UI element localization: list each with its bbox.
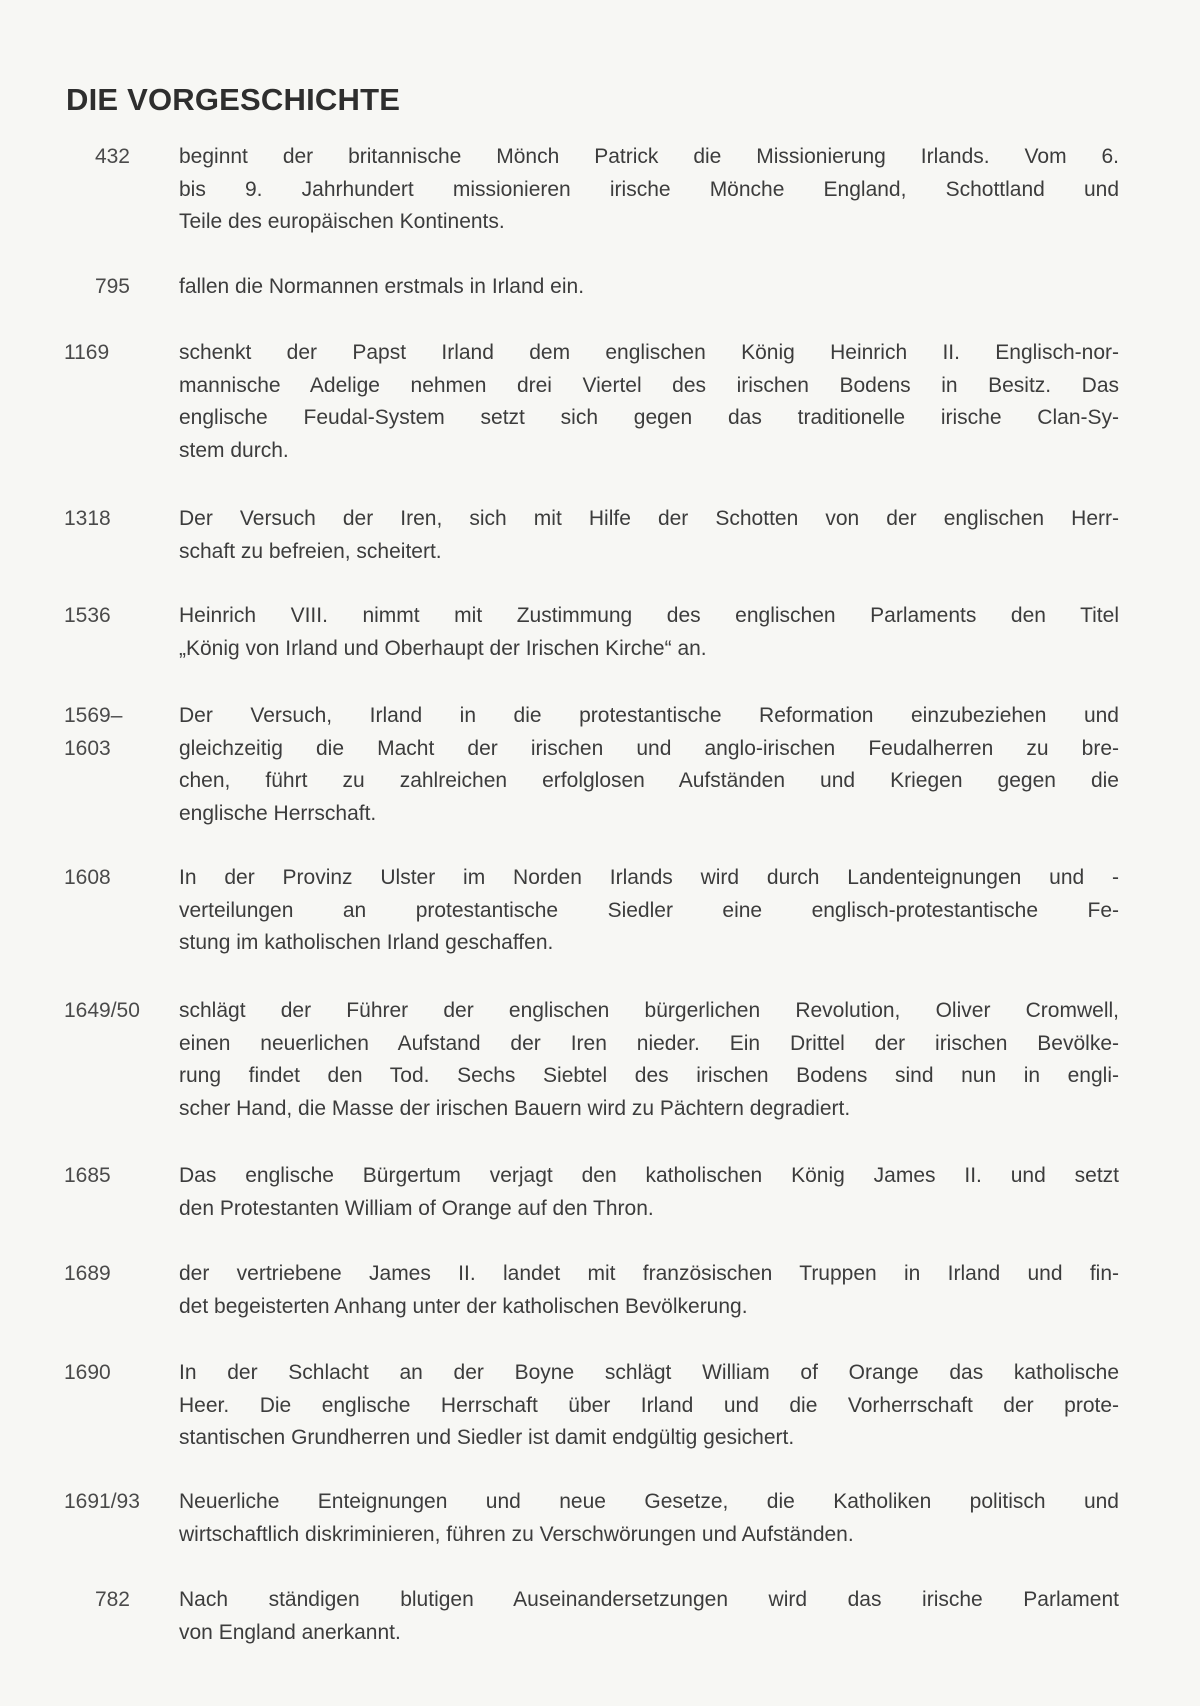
- entry-text-line: Heer. Die englische Herrschaft über Irland und die Vorherrschaft der prote-: [179, 1393, 1119, 1417]
- entry-text-line: chen, führt zu zahlreichen erfolglosen Aufständen und Kriegen gegen die: [179, 769, 1119, 792]
- entry-text: [179, 1357, 1119, 1455]
- entry-year: 1608: [64, 866, 111, 889]
- entry-text-line: schlägt der Führer der englischen bürgerlichen Revolution, Oliver Cromwell,: [179, 999, 1119, 1022]
- entry-year: 1536: [64, 604, 111, 627]
- page-title: DIE VORGESCHICHTE: [66, 82, 401, 117]
- entry-text: [179, 1584, 1119, 1649]
- entry-text-line: Nach ständigen blutigen Auseinandersetzungen wird das irische Parlament: [179, 1588, 1119, 1611]
- entry-text: [179, 141, 1119, 239]
- entry-text-line: stem durch.: [179, 438, 289, 462]
- entry-text: [179, 1486, 1119, 1551]
- entry-year: 1691/93: [64, 1490, 140, 1513]
- entry-text-line: In der Schlacht an der Boyne schlägt William of Orange das katholische: [179, 1361, 1119, 1384]
- entry-text: [179, 700, 1119, 830]
- entry-year: 1685: [64, 1164, 111, 1187]
- entry-text-line: englische Herrschaft.: [179, 801, 377, 825]
- entry-year: 1689: [64, 1262, 111, 1285]
- entry-year: 1649/50: [64, 999, 140, 1022]
- entry-text-line: In der Provinz Ulster im Norden Irlands wird durch Landenteignungen und -: [179, 866, 1119, 889]
- entry-year: 1318: [64, 507, 111, 530]
- entry-text-line: gleichzeitig die Macht der irischen und anglo-irischen Feudalherren zu bre-: [179, 736, 1119, 760]
- entry-text-line: verteilungen an protestantische Siedler eine englisch-protestantische Fe-: [179, 898, 1119, 922]
- entry-text-line: Der Versuch der Iren, sich mit Hilfe der Schotten von der englischen Herr-: [179, 507, 1119, 530]
- entry-year: 1169: [64, 341, 110, 364]
- entry-text-line: scher Hand, die Masse der irischen Bauern wird zu Pächtern degradiert.: [179, 1096, 851, 1120]
- entry-text-line: Neuerliche Enteignungen und neue Gesetze, die Katholiken politisch und: [179, 1490, 1119, 1513]
- entry-text-line: wirtschaftlich diskriminieren, führen zu Verschwörungen und Aufständen.: [179, 1522, 854, 1546]
- entry-text: [179, 503, 1119, 568]
- entry-text: [179, 271, 1119, 304]
- entry-text-line: det begeisterten Anhang unter der katholischen Bevölkerung.: [179, 1294, 748, 1318]
- entry-text-line: Der Versuch, Irland in die protestantische Reformation einzubeziehen und: [179, 704, 1119, 727]
- entry-text: [179, 1258, 1119, 1323]
- entry-text-line: Das englische Bürgertum verjagt den katholischen König James II. und setzt: [179, 1164, 1119, 1187]
- entry-text-line: fallen die Normannen erstmals in Irland ein.: [179, 275, 585, 298]
- entry-text-line: Teile des europäischen Kontinents.: [179, 210, 505, 233]
- entry-text-line: englische Feudal-System setzt sich gegen das traditionelle irische Clan-Sy-: [179, 406, 1119, 429]
- entry-year: 795: [94, 275, 130, 298]
- entry-text-line: der vertriebene James II. landet mit französischen Truppen in Irland und fin-: [179, 1262, 1119, 1285]
- entry-text: [179, 995, 1119, 1125]
- entry-text-line: „König von Irland und Oberhaupt der Irischen Kirche“ an.: [179, 636, 707, 660]
- entry-text-line: den Protestanten William of Orange auf den Thron.: [179, 1196, 654, 1220]
- entry-text-line: bis 9. Jahrhundert missionieren irische Mönche England, Schottland und: [179, 177, 1119, 201]
- entry-text: [179, 1160, 1119, 1225]
- entry-year: 782: [94, 1588, 130, 1611]
- entry-text: [179, 862, 1119, 960]
- entry-text-line: beginnt der britannische Mönch Patrick die Missionierung Irlands. Vom 6.: [179, 145, 1119, 168]
- entry-text-line: stung im katholischen Irland geschaffen.: [179, 931, 554, 954]
- entry-text-line: von England anerkannt.: [179, 1620, 401, 1644]
- entry-text: [179, 337, 1119, 467]
- entry-text: [179, 600, 1119, 665]
- entry-year: 1690: [64, 1361, 111, 1384]
- entry-text-line: einen neuerlichen Aufstand der Iren nieder. Ein Drittel der irischen Bevölke-: [179, 1031, 1119, 1055]
- entry-text-line: schenkt der Papst Irland dem englischen König Heinrich II. Englisch-nor-: [179, 341, 1119, 364]
- entry-text-line: rung findet den Tod. Sechs Siebtel des irischen Bodens sind nun in engli-: [179, 1064, 1119, 1087]
- entry-year: 432: [94, 145, 130, 168]
- entry-year: 1569– 1603: [64, 704, 123, 760]
- entry-text-line: mannische Adelige nehmen drei Viertel des irischen Bodens in Besitz. Das: [179, 373, 1119, 397]
- entry-text-line: schaft zu befreien, scheitert.: [179, 539, 442, 563]
- entry-text-line: stantischen Grundherren und Siedler ist damit endgültig gesichert.: [179, 1426, 795, 1449]
- entry-text-line: Heinrich VIII. nimmt mit Zustimmung des englischen Parlaments den Titel: [179, 604, 1119, 627]
